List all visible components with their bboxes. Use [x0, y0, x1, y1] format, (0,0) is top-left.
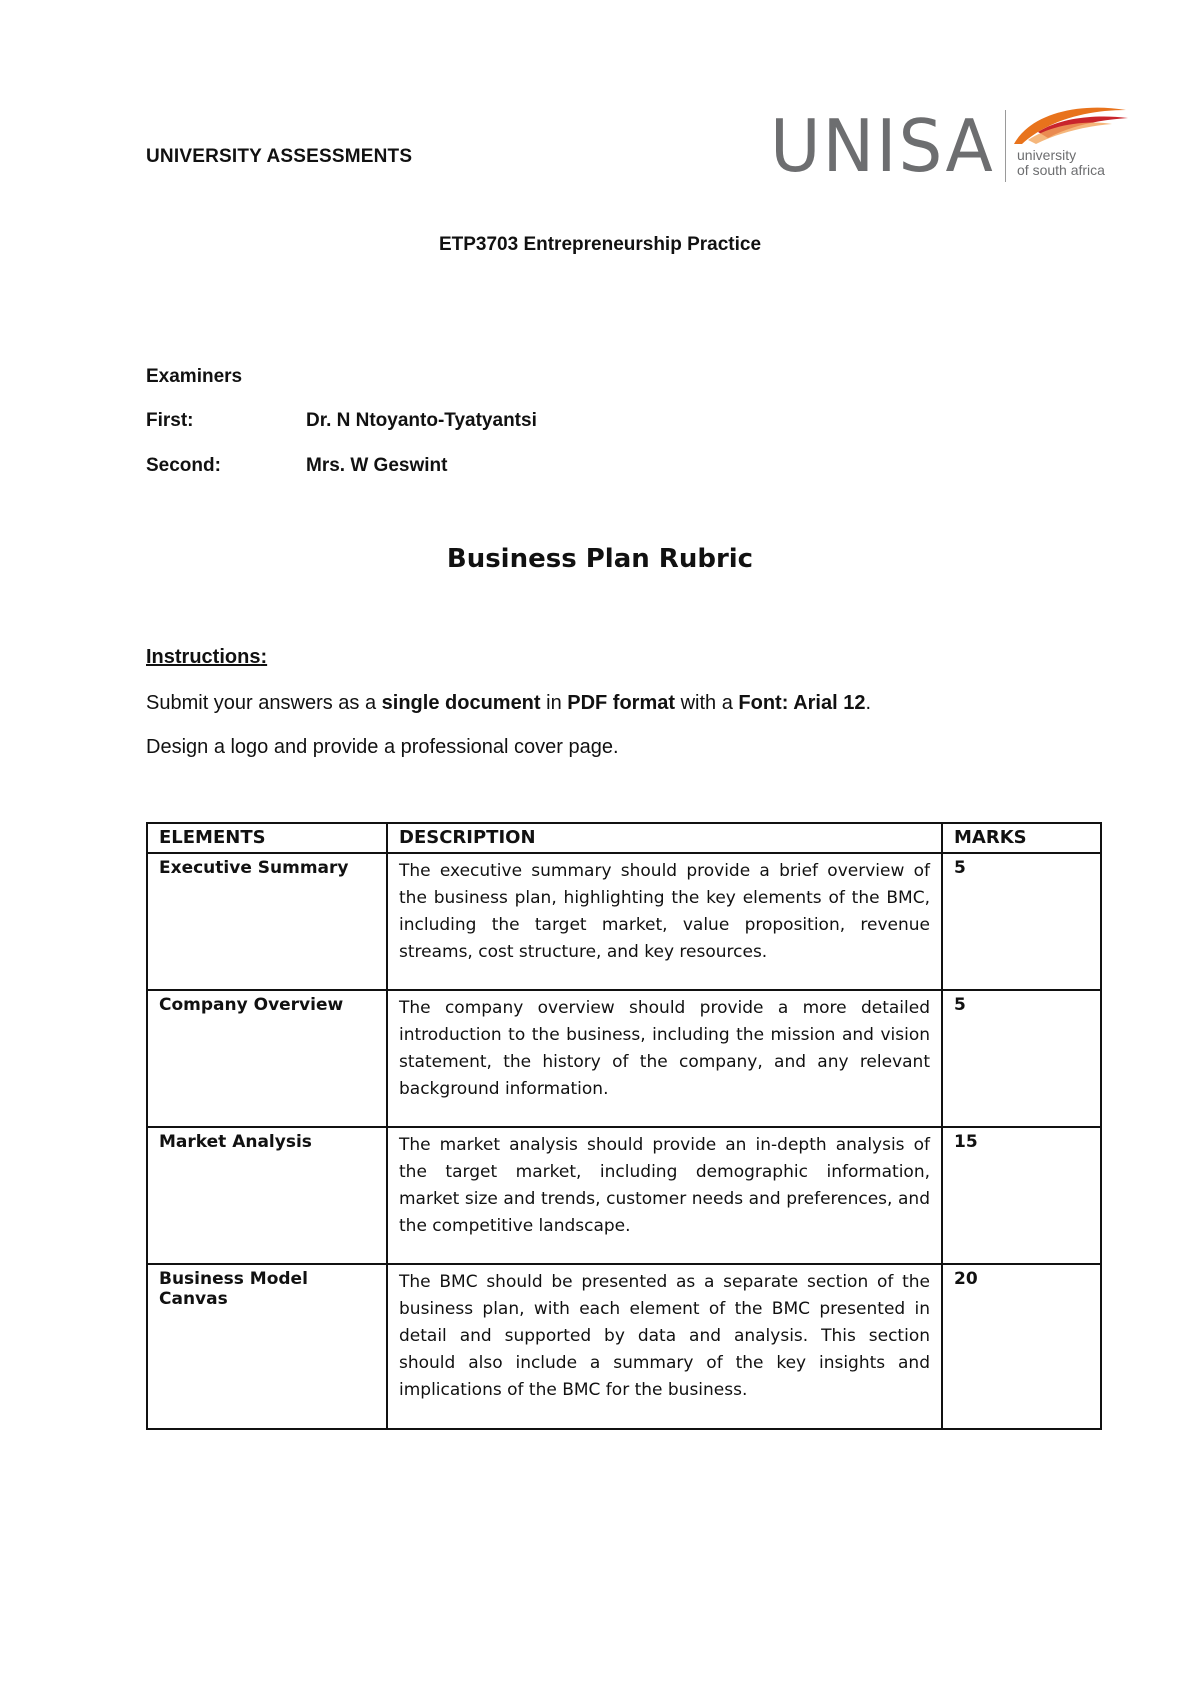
row-element: Business Model Canvas [147, 1264, 387, 1429]
examiners-heading: Examiners [146, 366, 243, 387]
row-element: Market Analysis [147, 1127, 387, 1264]
table-header-row [147, 823, 1101, 853]
row-description: The executive summary should provide a brief overview of the business plan, highlighting the key elements of the BMC, including the target market, value proposition, revenue streams, cost structure, and key resources. [387, 853, 942, 990]
logo-tagline-line2: of south africa [1017, 162, 1105, 178]
header-description: DESCRIPTION [387, 823, 942, 853]
header-elements: ELEMENTS [147, 823, 387, 853]
examiner-first-name: Dr. N Ntoyanto-Tyatyantsi [306, 410, 537, 431]
row-marks: 20 [942, 1264, 1101, 1429]
row-description: The BMC should be presented as a separate section of the business plan, with each element of the BMC presented in detail and supported by data and analysis. This section should also include a summary of the key insights and implications of the BMC for the business. [387, 1264, 942, 1429]
row-marks: 15 [942, 1127, 1101, 1264]
table-row [147, 990, 1101, 1127]
rubric-title: Business Plan Rubric [446, 544, 754, 574]
rubric-table [146, 822, 1102, 1430]
row-element: Company Overview [147, 990, 387, 1127]
instructions-line-2: Design a logo and provide a professional cover page. [146, 736, 619, 758]
header-label: UNIVERSITY ASSESSMENTS [146, 146, 413, 167]
table-row [147, 853, 1101, 990]
examiner-second-name: Mrs. W Geswint [306, 455, 448, 476]
instr-text-3: with a [675, 692, 739, 714]
instr-bold-single-document: single document [381, 692, 541, 714]
row-element: Executive Summary [147, 853, 387, 990]
instructions-heading [146, 646, 267, 669]
table-row [147, 1127, 1101, 1264]
logo-swoosh-icon [1008, 104, 1132, 148]
logo-wordmark: UNISA [770, 104, 995, 188]
row-description: The market analysis should provide an in-depth analysis of the target market, including demographic information, market size and trends, customer needs and preferences, and the competitive landscape. [387, 1127, 942, 1264]
instructions-heading-colon: : [260, 646, 268, 668]
examiner-first-label: First: [146, 410, 194, 431]
logo-tagline [1017, 148, 1105, 178]
examiner-second-label: Second: [146, 455, 221, 476]
instr-bold-font: Font: Arial 12 [738, 692, 866, 714]
instr-text-1: Submit your answers as a [146, 692, 382, 714]
logo-tagline-line1: university [1017, 147, 1077, 163]
instr-text-2: in [540, 692, 568, 714]
unisa-logo [770, 104, 1130, 188]
instr-bold-pdf-format: PDF format [567, 692, 676, 714]
row-description: The company overview should provide a more detailed introduction to the business, including the mission and vision statement, the history of the company, and any relevant background information. [387, 990, 942, 1127]
instructions-line-1 [146, 692, 871, 715]
header-marks: MARKS [942, 823, 1101, 853]
table-row [147, 1264, 1101, 1429]
logo-divider [1005, 110, 1006, 182]
row-marks: 5 [942, 853, 1101, 990]
instructions-heading-text: Instructions [146, 646, 261, 668]
row-marks: 5 [942, 990, 1101, 1127]
course-title: ETP3703 Entrepreneurship Practice [438, 234, 762, 255]
instr-text-4: . [865, 692, 872, 714]
